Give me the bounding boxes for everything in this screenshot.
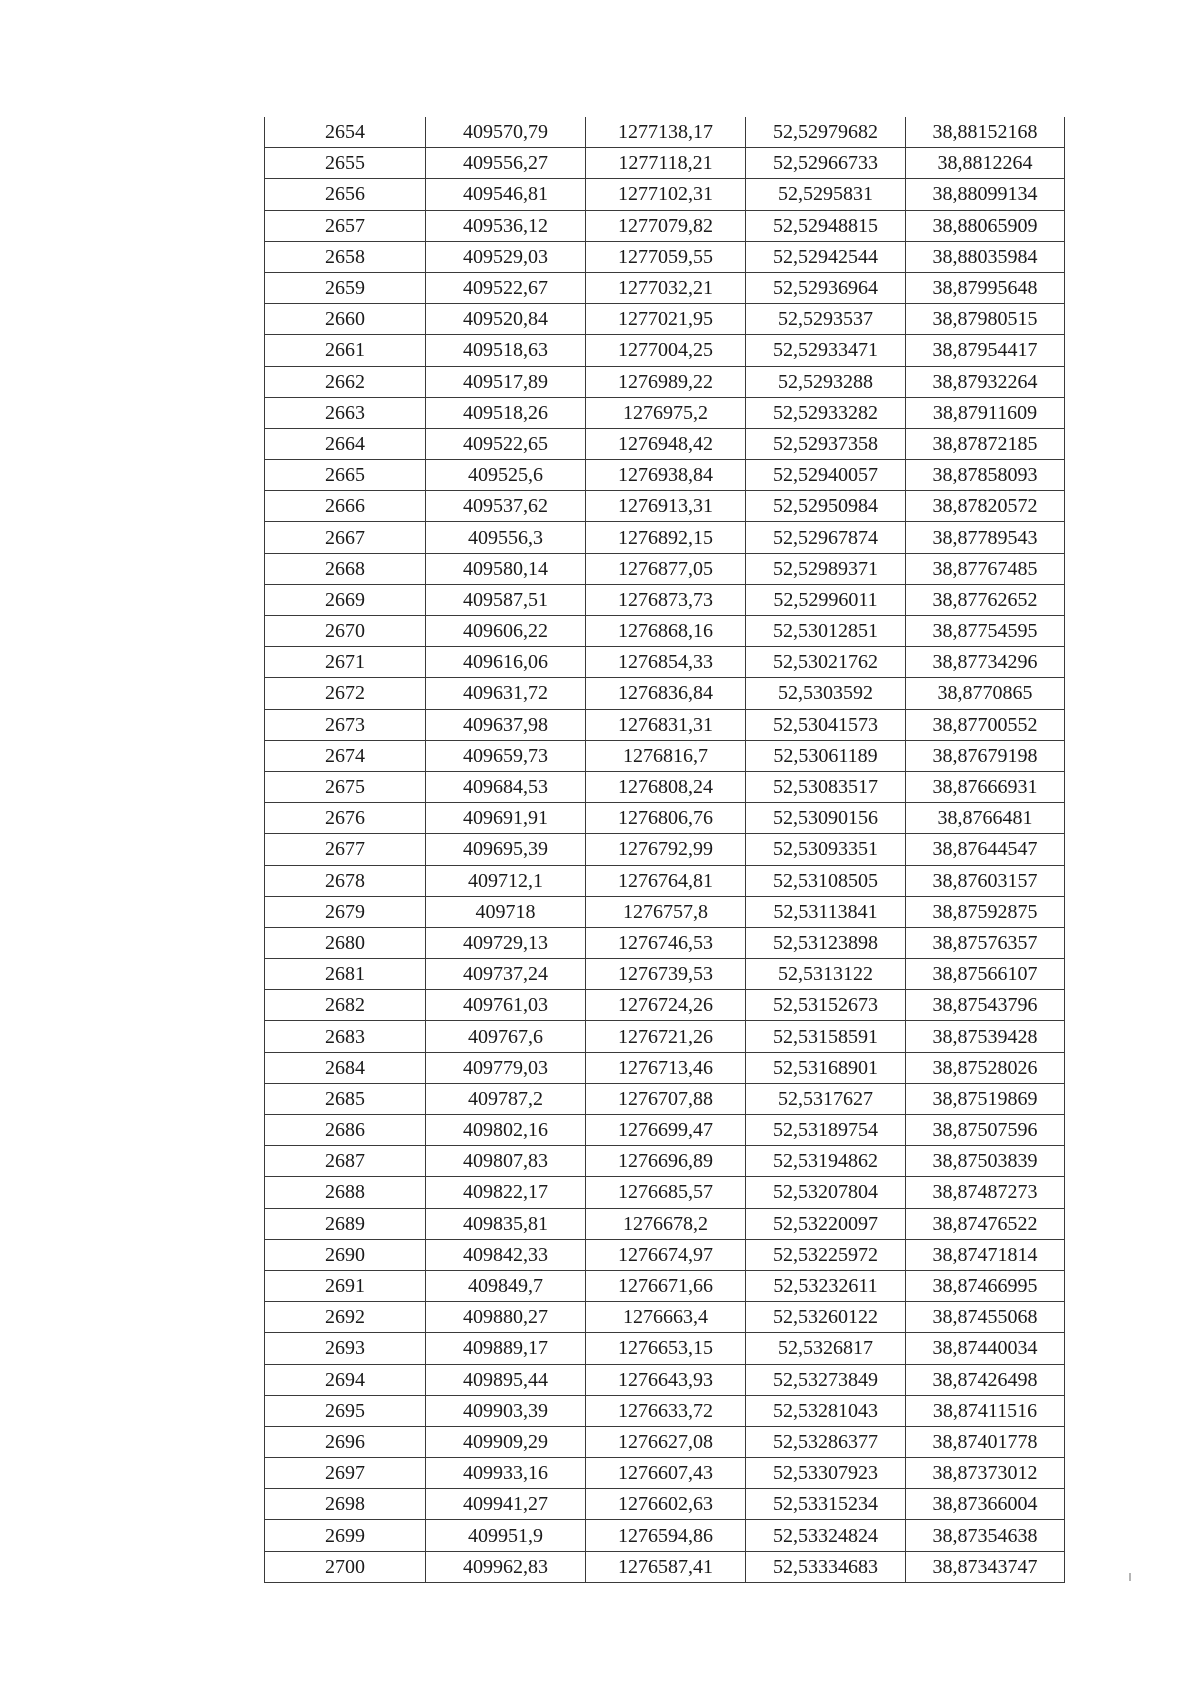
point-number-cell: 2674 [265,740,426,771]
latitude-cell: 52,53334683 [746,1551,906,1582]
table-row [265,834,1065,865]
point-number-cell: 2690 [265,1239,426,1270]
scan-speck [1129,1573,1131,1581]
y-coordinate-cell: 1276938,84 [586,460,746,491]
table-row [265,1302,1065,1333]
x-coordinate-cell: 409556,3 [426,522,586,553]
latitude-cell: 52,53307923 [746,1458,906,1489]
point-number-cell: 2675 [265,771,426,802]
point-number-cell: 2658 [265,241,426,272]
x-coordinate-cell: 409537,62 [426,491,586,522]
x-coordinate-cell: 409849,7 [426,1270,586,1301]
y-coordinate-cell: 1276713,46 [586,1052,746,1083]
latitude-cell: 52,53207804 [746,1177,906,1208]
x-coordinate-cell: 409903,39 [426,1395,586,1426]
table-row [265,927,1065,958]
longitude-cell: 38,87455068 [906,1302,1065,1333]
point-number-cell: 2682 [265,990,426,1021]
latitude-cell: 52,5317627 [746,1083,906,1114]
point-number-cell: 2694 [265,1364,426,1395]
table-row [265,366,1065,397]
longitude-cell: 38,87476522 [906,1208,1065,1239]
x-coordinate-cell: 409941,27 [426,1489,586,1520]
latitude-cell: 52,52950984 [746,491,906,522]
y-coordinate-cell: 1276873,73 [586,584,746,615]
point-number-cell: 2678 [265,865,426,896]
point-number-cell: 2676 [265,803,426,834]
latitude-cell: 52,53232611 [746,1270,906,1301]
x-coordinate-cell: 409835,81 [426,1208,586,1239]
longitude-cell: 38,88152168 [906,117,1065,148]
point-number-cell: 2681 [265,959,426,990]
longitude-cell: 38,87679198 [906,740,1065,771]
latitude-cell: 52,52933471 [746,335,906,366]
y-coordinate-cell: 1276721,26 [586,1021,746,1052]
longitude-cell: 38,87700552 [906,709,1065,740]
table-row [265,491,1065,522]
table-row [265,990,1065,1021]
latitude-cell: 52,53220097 [746,1208,906,1239]
x-coordinate-cell: 409606,22 [426,616,586,647]
table-row [265,304,1065,335]
latitude-cell: 52,53281043 [746,1395,906,1426]
table-row [265,241,1065,272]
table-row [265,1551,1065,1582]
point-number-cell: 2698 [265,1489,426,1520]
y-coordinate-cell: 1276989,22 [586,366,746,397]
point-number-cell: 2657 [265,210,426,241]
longitude-cell: 38,87576357 [906,927,1065,958]
latitude-cell: 52,53108505 [746,865,906,896]
latitude-cell: 52,53273849 [746,1364,906,1395]
x-coordinate-cell: 409691,91 [426,803,586,834]
longitude-cell: 38,87426498 [906,1364,1065,1395]
point-number-cell: 2662 [265,366,426,397]
latitude-cell: 52,53021762 [746,647,906,678]
table-row [265,771,1065,802]
x-coordinate-cell: 409616,06 [426,647,586,678]
x-coordinate-cell: 409520,84 [426,304,586,335]
point-number-cell: 2673 [265,709,426,740]
point-number-cell: 2666 [265,491,426,522]
x-coordinate-cell: 409525,6 [426,460,586,491]
point-number-cell: 2685 [265,1083,426,1114]
longitude-cell: 38,87354638 [906,1520,1065,1551]
x-coordinate-cell: 409522,65 [426,428,586,459]
y-coordinate-cell: 1276892,15 [586,522,746,553]
longitude-cell: 38,8770865 [906,678,1065,709]
table-row [265,148,1065,179]
table-row [265,1052,1065,1083]
table-row [265,709,1065,740]
y-coordinate-cell: 1277118,21 [586,148,746,179]
longitude-cell: 38,87373012 [906,1458,1065,1489]
table-row [265,1115,1065,1146]
x-coordinate-cell: 409695,39 [426,834,586,865]
point-number-cell: 2687 [265,1146,426,1177]
y-coordinate-cell: 1276975,2 [586,397,746,428]
longitude-cell: 38,87932264 [906,366,1065,397]
point-number-cell: 2689 [265,1208,426,1239]
table-row [265,616,1065,647]
y-coordinate-cell: 1276877,05 [586,553,746,584]
longitude-cell: 38,87519869 [906,1083,1065,1114]
longitude-cell: 38,87543796 [906,990,1065,1021]
point-number-cell: 2686 [265,1115,426,1146]
x-coordinate-cell: 409637,98 [426,709,586,740]
y-coordinate-cell: 1276663,4 [586,1302,746,1333]
longitude-cell: 38,87539428 [906,1021,1065,1052]
x-coordinate-cell: 409767,6 [426,1021,586,1052]
point-number-cell: 2677 [265,834,426,865]
longitude-cell: 38,87440034 [906,1333,1065,1364]
x-coordinate-cell: 409587,51 [426,584,586,615]
table-row [265,584,1065,615]
point-number-cell: 2680 [265,927,426,958]
y-coordinate-cell: 1277138,17 [586,117,746,148]
point-number-cell: 2663 [265,397,426,428]
x-coordinate-cell: 409822,17 [426,1177,586,1208]
table-row [265,1426,1065,1457]
table-row [265,272,1065,303]
latitude-cell: 52,53012851 [746,616,906,647]
point-number-cell: 2655 [265,148,426,179]
y-coordinate-cell: 1276674,97 [586,1239,746,1270]
x-coordinate-cell: 409684,53 [426,771,586,802]
y-coordinate-cell: 1276724,26 [586,990,746,1021]
y-coordinate-cell: 1276696,89 [586,1146,746,1177]
latitude-cell: 52,53225972 [746,1239,906,1270]
table-row [265,740,1065,771]
table-row [265,553,1065,584]
longitude-cell: 38,87528026 [906,1052,1065,1083]
y-coordinate-cell: 1276587,41 [586,1551,746,1582]
y-coordinate-cell: 1276746,53 [586,927,746,958]
x-coordinate-cell: 409909,29 [426,1426,586,1457]
latitude-cell: 52,52967874 [746,522,906,553]
latitude-cell: 52,52979682 [746,117,906,148]
y-coordinate-cell: 1276739,53 [586,959,746,990]
point-number-cell: 2660 [265,304,426,335]
longitude-cell: 38,87401778 [906,1426,1065,1457]
x-coordinate-cell: 409933,16 [426,1458,586,1489]
x-coordinate-cell: 409580,14 [426,553,586,584]
latitude-cell: 52,53113841 [746,896,906,927]
point-number-cell: 2665 [265,460,426,491]
longitude-cell: 38,87954417 [906,335,1065,366]
longitude-cell: 38,87980515 [906,304,1065,335]
longitude-cell: 38,87762652 [906,584,1065,615]
point-number-cell: 2699 [265,1520,426,1551]
longitude-cell: 38,8766481 [906,803,1065,834]
table-row [265,1021,1065,1052]
table-row [265,896,1065,927]
coordinates-table [264,117,1065,1583]
table-row [265,460,1065,491]
x-coordinate-cell: 409842,33 [426,1239,586,1270]
x-coordinate-cell: 409546,81 [426,179,586,210]
x-coordinate-cell: 409518,63 [426,335,586,366]
latitude-cell: 52,5293288 [746,366,906,397]
x-coordinate-cell: 409659,73 [426,740,586,771]
y-coordinate-cell: 1276792,99 [586,834,746,865]
y-coordinate-cell: 1276602,63 [586,1489,746,1520]
latitude-cell: 52,53152673 [746,990,906,1021]
x-coordinate-cell: 409729,13 [426,927,586,958]
coordinates-table-body [265,117,1065,1582]
latitude-cell: 52,52989371 [746,553,906,584]
x-coordinate-cell: 409962,83 [426,1551,586,1582]
table-row [265,428,1065,459]
x-coordinate-cell: 409556,27 [426,148,586,179]
point-number-cell: 2667 [265,522,426,553]
point-number-cell: 2684 [265,1052,426,1083]
table-row [265,1489,1065,1520]
table-row [265,397,1065,428]
table-row [265,1520,1065,1551]
table-row [265,1270,1065,1301]
point-number-cell: 2672 [265,678,426,709]
latitude-cell: 52,5326817 [746,1333,906,1364]
x-coordinate-cell: 409951,9 [426,1520,586,1551]
x-coordinate-cell: 409779,03 [426,1052,586,1083]
x-coordinate-cell: 409787,2 [426,1083,586,1114]
longitude-cell: 38,87767485 [906,553,1065,584]
longitude-cell: 38,87666931 [906,771,1065,802]
point-number-cell: 2659 [265,272,426,303]
point-number-cell: 2661 [265,335,426,366]
table-row [265,678,1065,709]
table-row [265,117,1065,148]
x-coordinate-cell: 409631,72 [426,678,586,709]
longitude-cell: 38,88099134 [906,179,1065,210]
longitude-cell: 38,88065909 [906,210,1065,241]
x-coordinate-cell: 409889,17 [426,1333,586,1364]
longitude-cell: 38,87411516 [906,1395,1065,1426]
latitude-cell: 52,53123898 [746,927,906,958]
latitude-cell: 52,53061189 [746,740,906,771]
longitude-cell: 38,87466995 [906,1270,1065,1301]
point-number-cell: 2691 [265,1270,426,1301]
longitude-cell: 38,87603157 [906,865,1065,896]
longitude-cell: 38,87995648 [906,272,1065,303]
longitude-cell: 38,87734296 [906,647,1065,678]
latitude-cell: 52,52937358 [746,428,906,459]
longitude-cell: 38,87592875 [906,896,1065,927]
x-coordinate-cell: 409737,24 [426,959,586,990]
latitude-cell: 52,53168901 [746,1052,906,1083]
y-coordinate-cell: 1277032,21 [586,272,746,303]
table-row [265,803,1065,834]
longitude-cell: 38,87366004 [906,1489,1065,1520]
longitude-cell: 38,87754595 [906,616,1065,647]
table-row [265,865,1065,896]
y-coordinate-cell: 1276678,2 [586,1208,746,1239]
latitude-cell: 52,53041573 [746,709,906,740]
table-row [265,1146,1065,1177]
x-coordinate-cell: 409761,03 [426,990,586,1021]
y-coordinate-cell: 1276653,15 [586,1333,746,1364]
longitude-cell: 38,87789543 [906,522,1065,553]
y-coordinate-cell: 1276707,88 [586,1083,746,1114]
table-row [265,1333,1065,1364]
x-coordinate-cell: 409718 [426,896,586,927]
table-row [265,1239,1065,1270]
longitude-cell: 38,87343747 [906,1551,1065,1582]
y-coordinate-cell: 1276868,16 [586,616,746,647]
latitude-cell: 52,52948815 [746,210,906,241]
latitude-cell: 52,5295831 [746,179,906,210]
longitude-cell: 38,87503839 [906,1146,1065,1177]
point-number-cell: 2683 [265,1021,426,1052]
table-row [265,1208,1065,1239]
x-coordinate-cell: 409529,03 [426,241,586,272]
y-coordinate-cell: 1276764,81 [586,865,746,896]
longitude-cell: 38,87471814 [906,1239,1065,1270]
table-row [265,959,1065,990]
latitude-cell: 52,5303592 [746,678,906,709]
y-coordinate-cell: 1276671,66 [586,1270,746,1301]
y-coordinate-cell: 1276633,72 [586,1395,746,1426]
x-coordinate-cell: 409517,89 [426,366,586,397]
latitude-cell: 52,53093351 [746,834,906,865]
x-coordinate-cell: 409518,26 [426,397,586,428]
x-coordinate-cell: 409895,44 [426,1364,586,1395]
point-number-cell: 2669 [265,584,426,615]
y-coordinate-cell: 1276948,42 [586,428,746,459]
latitude-cell: 52,52996011 [746,584,906,615]
latitude-cell: 52,52933282 [746,397,906,428]
latitude-cell: 52,53083517 [746,771,906,802]
latitude-cell: 52,53194862 [746,1146,906,1177]
point-number-cell: 2654 [265,117,426,148]
longitude-cell: 38,87872185 [906,428,1065,459]
table-row [265,1364,1065,1395]
y-coordinate-cell: 1276816,7 [586,740,746,771]
longitude-cell: 38,87566107 [906,959,1065,990]
table-row [265,522,1065,553]
x-coordinate-cell: 409570,79 [426,117,586,148]
y-coordinate-cell: 1276607,43 [586,1458,746,1489]
x-coordinate-cell: 409712,1 [426,865,586,896]
latitude-cell: 52,53324824 [746,1520,906,1551]
longitude-cell: 38,88035984 [906,241,1065,272]
latitude-cell: 52,53315234 [746,1489,906,1520]
y-coordinate-cell: 1276627,08 [586,1426,746,1457]
latitude-cell: 52,5293537 [746,304,906,335]
longitude-cell: 38,87487273 [906,1177,1065,1208]
point-number-cell: 2688 [265,1177,426,1208]
longitude-cell: 38,87820572 [906,491,1065,522]
x-coordinate-cell: 409802,16 [426,1115,586,1146]
longitude-cell: 38,8812264 [906,148,1065,179]
point-number-cell: 2692 [265,1302,426,1333]
table-row [265,1083,1065,1114]
y-coordinate-cell: 1276757,8 [586,896,746,927]
latitude-cell: 52,53286377 [746,1426,906,1457]
y-coordinate-cell: 1276831,31 [586,709,746,740]
table-row [265,335,1065,366]
point-number-cell: 2656 [265,179,426,210]
longitude-cell: 38,87858093 [906,460,1065,491]
latitude-cell: 52,52942544 [746,241,906,272]
latitude-cell: 52,53260122 [746,1302,906,1333]
longitude-cell: 38,87507596 [906,1115,1065,1146]
y-coordinate-cell: 1276685,57 [586,1177,746,1208]
point-number-cell: 2696 [265,1426,426,1457]
latitude-cell: 52,53189754 [746,1115,906,1146]
x-coordinate-cell: 409522,67 [426,272,586,303]
latitude-cell: 52,52936964 [746,272,906,303]
point-number-cell: 2695 [265,1395,426,1426]
point-number-cell: 2671 [265,647,426,678]
y-coordinate-cell: 1277021,95 [586,304,746,335]
y-coordinate-cell: 1277004,25 [586,335,746,366]
longitude-cell: 38,87644547 [906,834,1065,865]
point-number-cell: 2679 [265,896,426,927]
y-coordinate-cell: 1276854,33 [586,647,746,678]
y-coordinate-cell: 1277079,82 [586,210,746,241]
table-row [265,1395,1065,1426]
x-coordinate-cell: 409807,83 [426,1146,586,1177]
latitude-cell: 52,52966733 [746,148,906,179]
y-coordinate-cell: 1276913,31 [586,491,746,522]
y-coordinate-cell: 1276699,47 [586,1115,746,1146]
y-coordinate-cell: 1276806,76 [586,803,746,834]
y-coordinate-cell: 1276836,84 [586,678,746,709]
x-coordinate-cell: 409536,12 [426,210,586,241]
y-coordinate-cell: 1277102,31 [586,179,746,210]
longitude-cell: 38,87911609 [906,397,1065,428]
table-row [265,210,1065,241]
latitude-cell: 52,5313122 [746,959,906,990]
point-number-cell: 2664 [265,428,426,459]
table-row [265,1458,1065,1489]
y-coordinate-cell: 1276808,24 [586,771,746,802]
y-coordinate-cell: 1277059,55 [586,241,746,272]
x-coordinate-cell: 409880,27 [426,1302,586,1333]
latitude-cell: 52,52940057 [746,460,906,491]
latitude-cell: 52,53090156 [746,803,906,834]
y-coordinate-cell: 1276643,93 [586,1364,746,1395]
point-number-cell: 2670 [265,616,426,647]
latitude-cell: 52,53158591 [746,1021,906,1052]
table-row [265,179,1065,210]
table-row [265,647,1065,678]
point-number-cell: 2668 [265,553,426,584]
point-number-cell: 2697 [265,1458,426,1489]
y-coordinate-cell: 1276594,86 [586,1520,746,1551]
point-number-cell: 2700 [265,1551,426,1582]
table-row [265,1177,1065,1208]
point-number-cell: 2693 [265,1333,426,1364]
